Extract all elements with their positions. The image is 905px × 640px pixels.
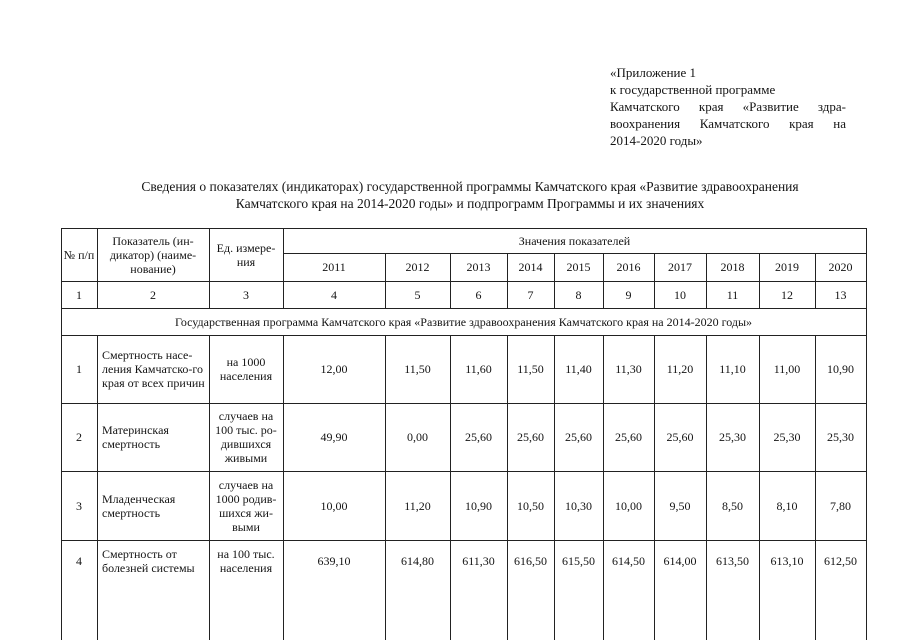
appendix-line: к государственной программе	[610, 82, 776, 97]
row-unit: случаев на 100 тыс. ро-дившихся живыми	[215, 409, 277, 465]
header-indicator: Показатель (ин-дикатор) (наиме-нование)	[109, 233, 197, 276]
row-value: 11,20	[666, 362, 694, 376]
row-number: 4	[76, 554, 82, 568]
row-unit: на 1000 населения	[219, 355, 273, 383]
column-number: 12	[781, 287, 793, 302]
row-value: 25,60	[666, 430, 694, 444]
row-indicator-name: Младенческая смертность	[102, 491, 176, 520]
row-value: 11,20	[404, 498, 431, 513]
row-value: 11,50	[404, 362, 431, 376]
row-value: 11,10	[719, 362, 746, 376]
row-value: 614,50	[612, 554, 645, 568]
row-value: 10,50	[517, 498, 544, 513]
row-value: 49,90	[320, 430, 348, 444]
row-value: 8,50	[722, 498, 743, 513]
header-values: Значения показателей	[518, 233, 631, 248]
column-number: 4	[331, 287, 337, 302]
row-value: 639,10	[317, 554, 351, 568]
row-value: 25,30	[827, 430, 854, 444]
row-value: 8,10	[776, 498, 798, 513]
row-value: 25,30	[773, 430, 801, 444]
appendix-line: «Приложение 1	[610, 65, 697, 80]
header-year: 2020	[828, 260, 853, 274]
header-year: 2018	[720, 260, 745, 274]
column-number: 5	[414, 287, 421, 302]
row-unit: случаев на 1000 родив-шихся жи-выми	[215, 477, 277, 534]
row-value: 11,60	[465, 362, 492, 376]
header-year: 2013	[466, 260, 491, 274]
row-value: 9,50	[669, 498, 691, 513]
row-value: 614,80	[401, 554, 434, 568]
column-number: 13	[834, 287, 847, 302]
appendix-line: Камчатского края «Развитие здра-	[610, 99, 846, 114]
row-value: 7,80	[830, 498, 851, 513]
row-value: 25,60	[465, 430, 492, 444]
row-value: 25,30	[719, 430, 746, 444]
row-indicator-name: Смертность от болезней системы	[102, 547, 195, 575]
row-value: 10,90	[465, 498, 492, 513]
row-value: 613,50	[716, 554, 749, 568]
row-value: 25,60	[565, 430, 592, 444]
row-number: 1	[76, 362, 82, 376]
row-unit: на 100 тыс. населения	[217, 547, 275, 575]
header-year: 2014	[518, 260, 543, 274]
header-year: 2012	[405, 260, 430, 274]
appendix-line: воохранения Камчатского края на	[610, 116, 846, 131]
row-value: 12,00	[320, 362, 348, 376]
row-value: 11,00	[773, 362, 801, 376]
header-year: 2019	[775, 260, 799, 274]
column-number: 8	[575, 287, 582, 302]
row-number: 3	[76, 498, 82, 513]
row-value: 11,30	[615, 362, 642, 376]
column-number: 7	[527, 287, 534, 302]
row-value: 11,40	[565, 362, 592, 376]
row-value: 614,00	[663, 554, 697, 568]
title-line: Сведения о показателях (индикаторах) государственной программы Камчатского края «Развитие здравоохранения	[141, 179, 799, 194]
row-value: 11,50	[517, 362, 544, 376]
title-line: Камчатского края на 2014-2020 годы» и подпрограмм Программы и их значениях	[235, 196, 705, 211]
row-value: 10,00	[615, 498, 642, 513]
column-number: 11	[726, 287, 739, 302]
program-row: Государственная программа Камчатского края «Развитие здравоохранения Камчатского края на 2014-2020 годы»	[174, 314, 753, 329]
column-number: 10	[674, 287, 686, 302]
row-value: 25,60	[615, 430, 642, 444]
row-value: 10,00	[320, 498, 348, 513]
row-indicator-name: Материнская смертность	[102, 423, 169, 451]
header-unit: Ед. измере-ния	[216, 240, 276, 269]
row-number: 2	[76, 430, 82, 444]
row-value: 25,60	[517, 430, 544, 444]
appendix-line: 2014-2020 годы»	[610, 133, 703, 148]
header-year: 2017	[668, 260, 692, 274]
row-value: 611,30	[462, 554, 495, 568]
row-value: 613,10	[770, 554, 804, 568]
row-value: 612,50	[824, 554, 857, 568]
column-number: 3	[243, 287, 249, 302]
row-indicator-name: Смертность насе-ления Камчатско-го края от всех причин	[102, 348, 205, 390]
header-year: 2011	[322, 260, 346, 274]
header-year: 2015	[566, 260, 591, 274]
row-value: 615,50	[562, 554, 595, 568]
column-number: 2	[150, 287, 156, 302]
column-number: 9	[625, 287, 632, 302]
column-number: 6	[475, 287, 482, 302]
row-value: 10,90	[827, 362, 854, 376]
row-value: 10,30	[565, 498, 592, 513]
row-value: 616,50	[514, 554, 547, 568]
header-num: № п/п	[63, 247, 95, 262]
column-number: 1	[76, 287, 82, 302]
row-value: 0,00	[407, 430, 428, 444]
header-year: 2016	[616, 260, 641, 274]
